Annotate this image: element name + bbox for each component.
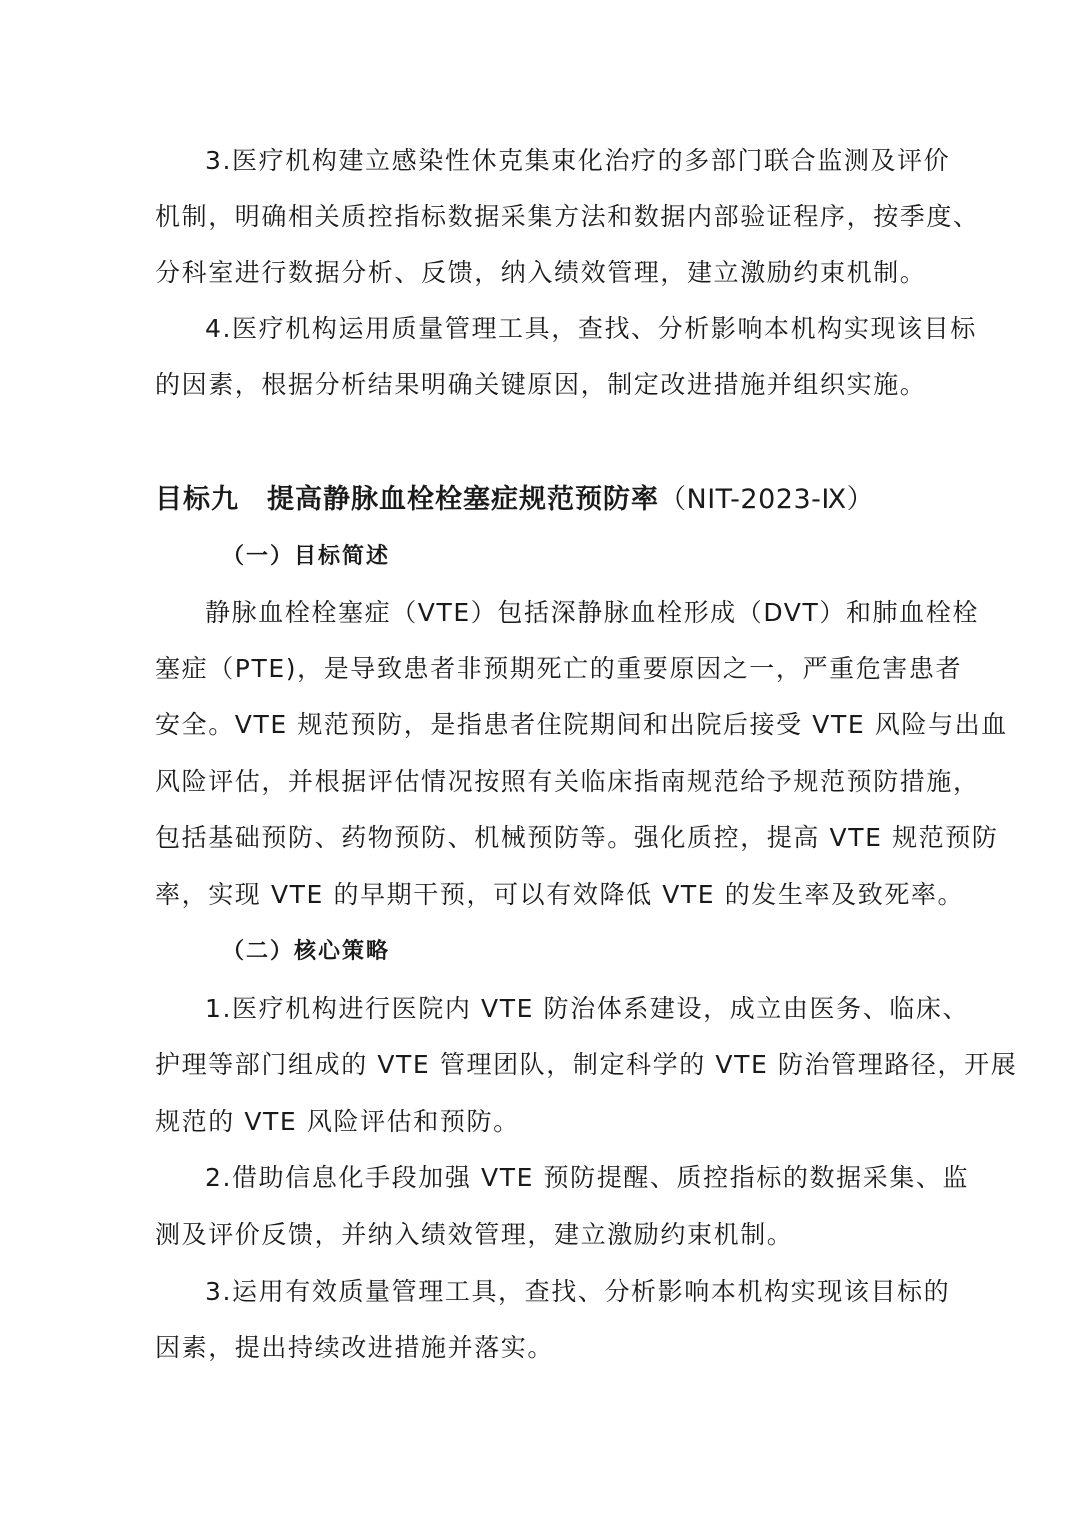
paragraph-line: 规范的 VTE 风险评估和预防。 [155, 1107, 520, 1136]
goal-title: 目标九 提高静脉血栓栓塞症规范预防率 [155, 484, 659, 515]
goal-heading [155, 480, 925, 520]
paragraph-line: 安全。VTE 规范预防，是指患者住院期间和出院后接受 VTE 风险与出血 [155, 710, 1008, 739]
paragraph-line: 测及评价反馈，并纳入绩效管理，建立激励约束机制。 [155, 1220, 794, 1249]
paragraph-line: 塞症（PTE)，是导致患者非预期死亡的重要原因之一，严重危害患者 [155, 654, 963, 683]
paragraph-line: 护理等部门组成的 VTE 管理团队，制定科学的 VTE 防治管理路径，开展 [155, 1050, 1018, 1079]
paragraph-line: 4.医疗机构运用质量管理工具，查找、分析影响本机构实现该目标 [205, 314, 977, 343]
paragraph-line: 1.医疗机构进行医院内 VTE 防治体系建设，成立由医务、临床、 [205, 994, 970, 1023]
paragraph-line: 3.运用有效质量管理工具，查找、分析影响本机构实现该目标的 [205, 1277, 951, 1306]
section-heading-strategy: （二）核心策略 [222, 939, 391, 964]
paragraph-line: 因素，提出持续改进措施并落实。 [155, 1333, 555, 1362]
paragraph-line: 的因素，根据分析结果明确关键原因，制定改进措施并组织实施。 [155, 370, 927, 399]
paragraph-line: 机制，明确相关质控指标数据采集方法和数据内部验证程序，按季度、 [155, 202, 980, 231]
paragraph-line: 包括基础预防、药物预防、机械预防等。强化质控，提高 VTE 规范预防 [155, 823, 999, 852]
paragraph-line: 静脉血栓栓塞症（VTE）包括深静脉血栓形成（DVT）和肺血栓栓 [205, 598, 979, 627]
paragraph-line: 率，实现 VTE 的早期干预，可以有效降低 VTE 的发生率及致死率。 [155, 880, 965, 909]
paragraph-line: 风险评估，并根据评估情况按照有关临床指南规范给予规范预防措施， [155, 767, 980, 796]
goal-code: （NIT-2023-Ⅸ） [659, 484, 875, 515]
paragraph-line: 分科室进行数据分析、反馈，纳入绩效管理，建立激励约束机制。 [155, 258, 927, 287]
paragraph-line: 3.医疗机构建立感染性休克集束化治疗的多部门联合监测及评价 [205, 146, 951, 175]
section-heading-overview: （一）目标简述 [222, 544, 391, 569]
paragraph-line: 2.借助信息化手段加强 VTE 预防提醒、质控指标的数据采集、监 [205, 1163, 970, 1192]
